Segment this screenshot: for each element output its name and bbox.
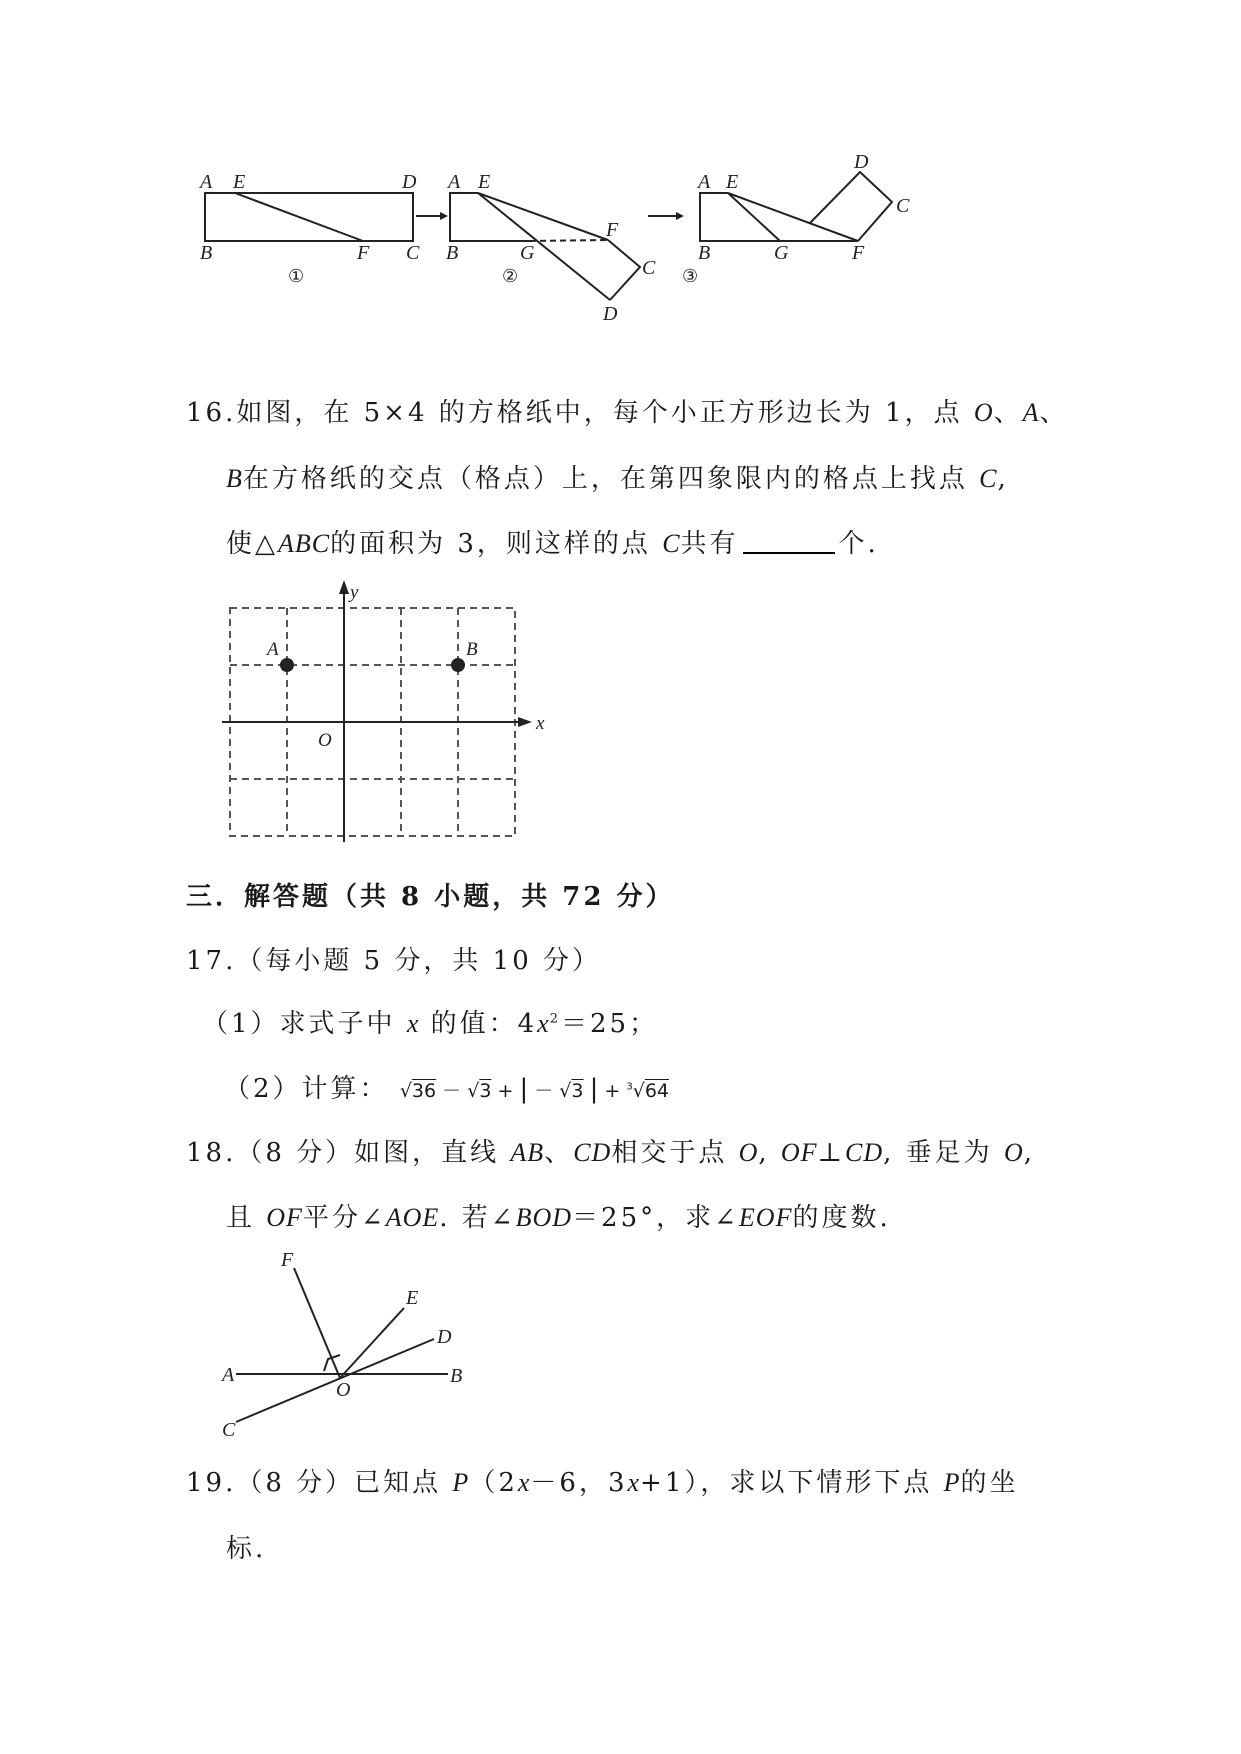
fold-label-C3: C [896, 195, 910, 217]
angle-label-O: O [336, 1379, 351, 1401]
fold-label-F1: F [357, 242, 370, 264]
q19-line2: 标. [226, 1534, 267, 1564]
point-B [451, 658, 465, 672]
grid-label-B: B [466, 639, 478, 660]
angle-label-B: B [450, 1365, 463, 1387]
fold-label-E3: E [726, 171, 739, 193]
q18-line1: 18.（8 分）如图，直线 AB、CD相交于点 O, OF⊥CD, 垂足为 O, [186, 1138, 1035, 1168]
grid-label-O: O [318, 730, 332, 751]
grid-label-A: A [267, 639, 279, 660]
q17-header: 17.（每小题 5 分，共 10 分） [186, 946, 602, 976]
fold-label-D2: D [603, 303, 618, 325]
grid-figure [218, 578, 558, 846]
fold-label-G2: G [520, 242, 535, 264]
q17-part2: （2）计算： √36 － √3 + | － √3 | + $^3$√64 [224, 1074, 670, 1104]
fold-label-D3: D [854, 151, 869, 173]
answer-blank [743, 532, 835, 554]
q17-part1: （1）求式子中 x 的值：$4x^2=25$； [202, 1009, 659, 1039]
fold-label-A3: A [698, 171, 711, 193]
q18-line2: 且 OF平分∠AOE. 若∠BOD＝25°，求∠EOF的度数. [226, 1203, 891, 1233]
q19-line1: 19.（8 分）已知点 P（2x－6，3x+1），求以下情形下点 P的坐 [186, 1468, 1019, 1498]
fold-label-B3: B [698, 242, 711, 264]
fold-label-E1: E [233, 171, 246, 193]
fold-figure [190, 140, 930, 330]
fold-label-C1: C [406, 242, 420, 264]
q16-number: 16. [186, 398, 237, 428]
fold-label-A2: A [448, 171, 461, 193]
q17-expression: √36 － √3 + | － √3 | + $^3$√64 [399, 1074, 670, 1104]
point-A [280, 658, 294, 672]
fold-panel-number-1: ① [288, 266, 305, 286]
fold-label-F2: F [606, 219, 619, 241]
q16-line1: 16.如图，在 5×4 的方格纸中，每个小正方形边长为 1，点 O、A、 [186, 398, 1069, 428]
angle-label-E: E [406, 1287, 419, 1309]
fold-panel-number-2: ② [502, 266, 519, 286]
grid-label-y: y [350, 582, 359, 603]
q16-line3: 使△ABC的面积为 3，则这样的点 C共有 个. [226, 529, 879, 559]
fold-label-C2: C [642, 257, 656, 279]
fold-label-B1: B [200, 242, 213, 264]
fold-label-D1: D [402, 171, 417, 193]
angle-figure [214, 1246, 474, 1446]
angle-label-D: D [437, 1326, 452, 1348]
fold-panel-number-3: ③ [682, 266, 699, 286]
section-title: 三．解答题（共 8 小题，共 72 分） [186, 882, 675, 912]
fold-label-E2: E [478, 171, 491, 193]
angle-label-F: F [281, 1249, 294, 1271]
fold-label-B2: B [446, 242, 459, 264]
grid-label-x: x [536, 713, 545, 734]
q16-line2: B在方格纸的交点（格点）上，在第四象限内的格点上找点 C, [226, 464, 1009, 494]
fold-label-G3: G [774, 242, 789, 264]
fold-label-F3: F [852, 242, 865, 264]
angle-label-C: C [222, 1419, 236, 1441]
fold-label-A1: A [200, 171, 213, 193]
angle-label-A: A [222, 1364, 235, 1386]
